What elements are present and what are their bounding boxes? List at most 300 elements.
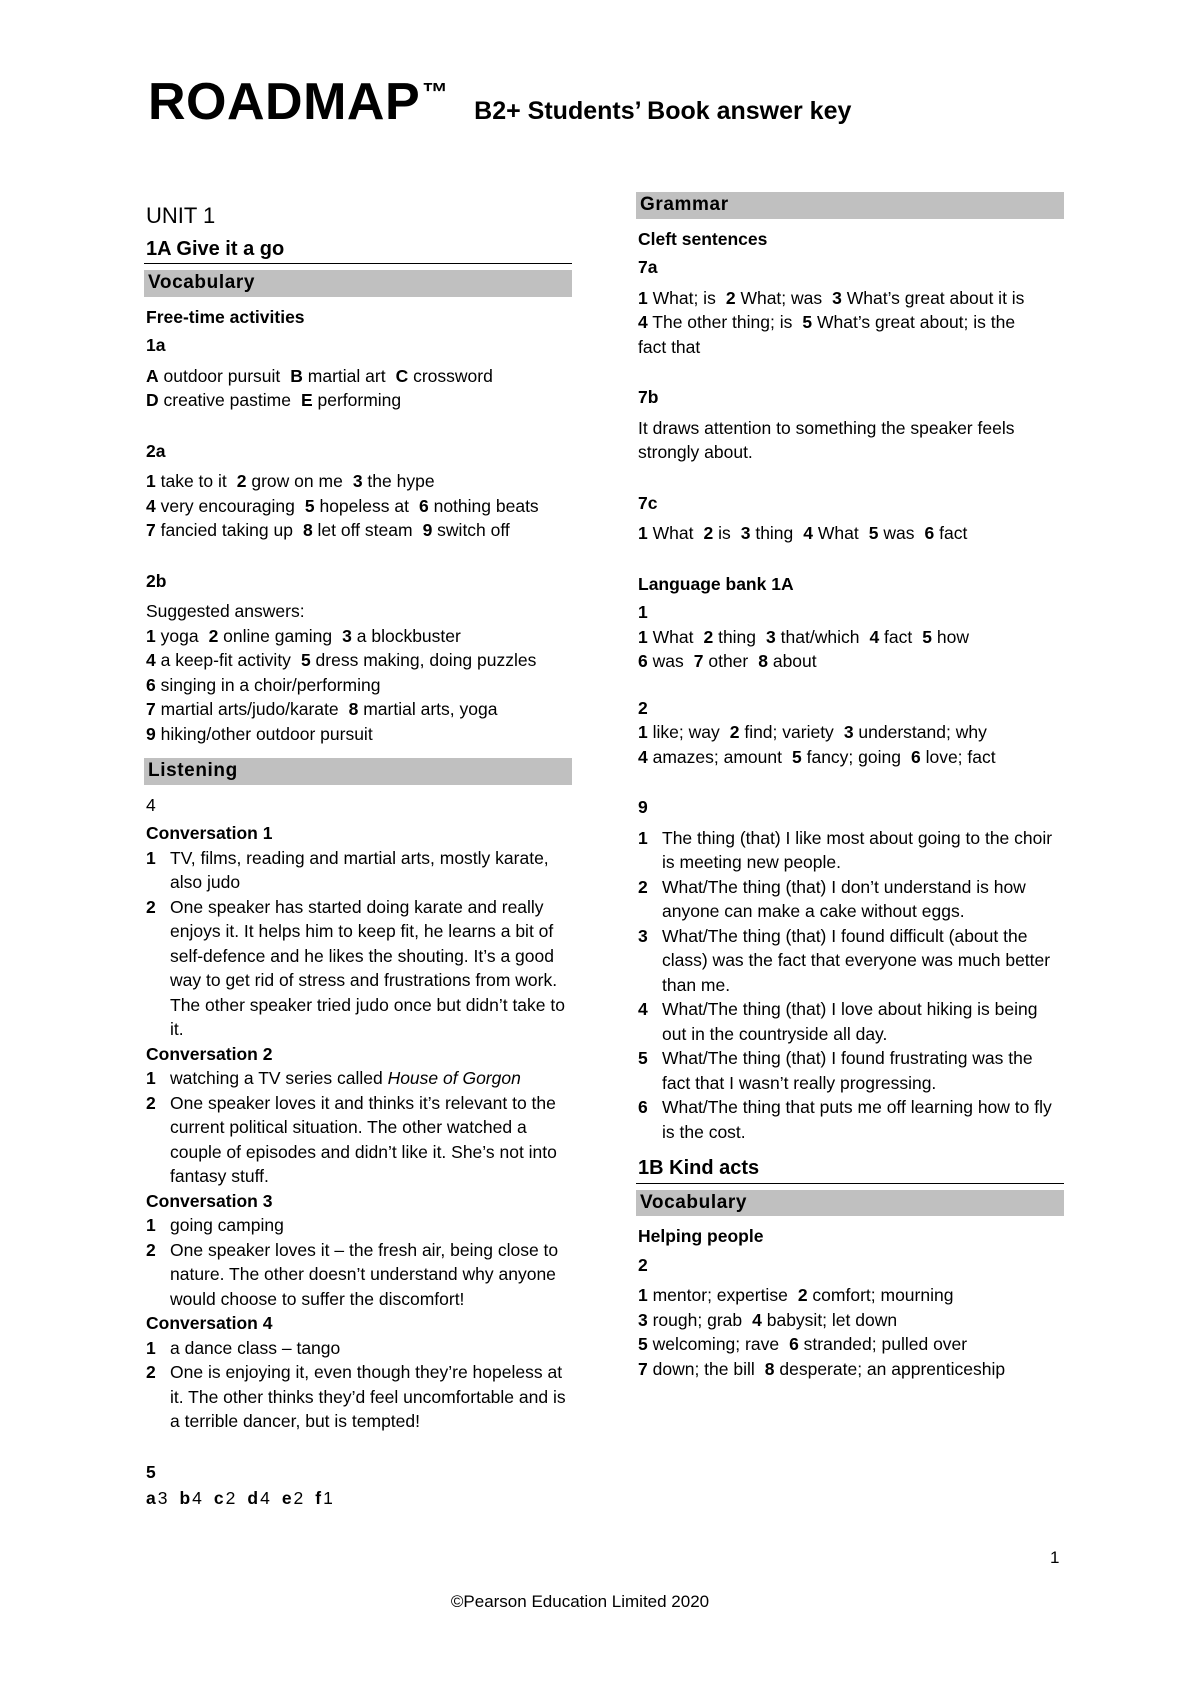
answer-item: [638, 722, 720, 742]
numbered-answer: [146, 846, 572, 895]
lb-answers-1: [636, 625, 1064, 674]
answer-number: 5: [922, 626, 932, 647]
answers-9: [638, 826, 1064, 1145]
answer-number: 5: [638, 1334, 648, 1354]
answer-text: fancy; going: [806, 746, 901, 767]
answer-text: singing in a choir/performing: [160, 674, 381, 695]
answer-item: [146, 626, 199, 646]
answer-number: 9: [422, 520, 433, 540]
exercise-label-9: 9: [638, 797, 648, 817]
answer-number: 7: [146, 699, 156, 719]
conversations-list: [144, 821, 572, 1434]
answer-text: mentor; expertise: [652, 1285, 788, 1305]
answer-text: a keep-fit activity: [160, 650, 291, 670]
answer-text: down; the bill: [652, 1358, 755, 1379]
answer-item: [869, 627, 912, 647]
unit-title: UNIT 1: [146, 203, 216, 228]
answer-number: 8: [764, 1358, 775, 1379]
answer-item: [789, 1334, 967, 1354]
answer-text: TV, films, reading and martial arts, mostly karate, also judo: [170, 847, 549, 892]
answer-number: 3: [352, 471, 363, 491]
answer-text: grow on me: [251, 471, 343, 491]
answer-text: about: [772, 651, 817, 671]
answer-text: very encouraging: [160, 495, 295, 516]
answer-item: [638, 627, 693, 647]
answer-item: [752, 1310, 897, 1330]
answer-text: fancied taking up: [160, 520, 293, 540]
answer-text: crossword: [413, 365, 493, 386]
answer-number: 2: [703, 626, 714, 647]
answer-text: What; was: [740, 287, 823, 308]
answer-number: 1: [146, 625, 156, 646]
answer-number: 6: [418, 495, 429, 516]
numbered-answer: [638, 826, 1064, 875]
numbered-answer: [146, 895, 572, 1042]
answer-item: [766, 627, 859, 647]
answer-text: amazes; amount: [652, 746, 782, 767]
answer-number: B: [290, 365, 303, 386]
vocab-subheading: Free-time activities: [146, 306, 305, 327]
answer-line: [638, 286, 1064, 311]
answer-number: 1: [638, 827, 648, 848]
answer-text: performing: [317, 390, 402, 410]
answer-number: 4: [638, 999, 648, 1019]
exercise-label-7c: 7c: [638, 492, 658, 513]
answer-letter: f: [315, 1488, 324, 1508]
answer-item: [146, 471, 227, 491]
answer-text: 4: [260, 1488, 272, 1508]
page-number: 1: [1050, 1548, 1060, 1567]
answer-line: [146, 648, 572, 673]
answer-text: yoga: [160, 625, 199, 646]
section-bar-listening: Listening: [144, 758, 572, 785]
answer-text: the hype: [367, 471, 435, 491]
section-bar-vocabulary-1b: Vocabulary: [636, 1190, 1064, 1217]
answer-text: is: [718, 523, 731, 543]
answers-2b: [144, 624, 572, 747]
answer-number: 2: [725, 287, 736, 308]
answer-item: [869, 523, 915, 543]
numbered-answer: [638, 1095, 1064, 1144]
answer-number: 1: [638, 722, 648, 742]
numbered-answer: [146, 1336, 572, 1361]
exercise-label-4: 4: [146, 794, 156, 815]
answer-line: [638, 745, 1064, 770]
answers-7a-continuation: fact that: [638, 336, 701, 357]
answer-text: that/which: [780, 626, 860, 647]
section-bar-grammar: Grammar: [636, 192, 1064, 219]
answer-item: [741, 523, 794, 543]
answer-text: What/The thing (that) I found frustrating was the fact that I wasn’t really progressing.: [662, 1048, 1033, 1093]
answer-number: 3: [638, 925, 648, 946]
section-bar-vocabulary: Vocabulary: [144, 270, 572, 297]
answer-number: 1: [146, 471, 156, 491]
answer-number: 7: [638, 1358, 648, 1379]
answer-number: 1: [146, 1215, 156, 1235]
answer-text: watching a TV series called House of Gorgon: [170, 1068, 521, 1088]
answer-item: [396, 366, 493, 386]
answer-number: 8: [302, 520, 313, 540]
numbered-answer: [638, 997, 1064, 1046]
answer-item: [638, 1285, 788, 1305]
answer-text: let off steam: [317, 520, 413, 540]
answer-line: [146, 722, 572, 747]
answer-item: [237, 471, 343, 491]
right-column: [636, 192, 1064, 1381]
answer-line: [638, 1308, 1064, 1333]
answer-number: 3: [766, 626, 776, 647]
answer-item: [922, 627, 969, 647]
answer-item: [730, 722, 834, 742]
answer-7b: It draws attention to something the speaker feels strongly about.: [638, 417, 1015, 462]
answer-letter: c: [213, 1488, 226, 1508]
answers-1a: [144, 364, 572, 413]
answer-text: find; variety: [744, 722, 834, 742]
answer-text: martial art: [307, 365, 386, 386]
answers-7a: [636, 286, 1064, 335]
answer-text: thing: [718, 626, 757, 647]
answer-item: [247, 1488, 271, 1508]
answer-item: [353, 471, 435, 491]
answer-number: 1: [638, 626, 648, 647]
answer-number: 2: [797, 1285, 808, 1305]
numbered-answer: [638, 1046, 1064, 1095]
answer-number: 5: [868, 523, 879, 543]
trademark-symbol: ™: [422, 77, 449, 107]
answer-text: fact: [884, 626, 913, 647]
answer-number: 2: [703, 523, 714, 543]
answer-number: 2: [729, 722, 740, 742]
answer-item: [638, 747, 782, 767]
answer-number: 8: [348, 699, 359, 719]
answer-number: 8: [758, 651, 768, 671]
answer-item: [765, 1359, 1005, 1379]
answer-text: thing: [755, 523, 794, 543]
answer-text: 2: [293, 1488, 306, 1508]
answer-text: nothing beats: [433, 495, 539, 516]
answer-number: 7: [693, 651, 704, 671]
answer-line: [146, 388, 572, 413]
answer-item: [146, 496, 295, 516]
answer-text: switch off: [437, 520, 510, 540]
answer-number: E: [300, 390, 313, 410]
answer-number: 6: [910, 746, 921, 767]
answer-number: 6: [924, 523, 935, 543]
answer-item: [146, 520, 293, 540]
exercise-label-2b: 2b: [146, 570, 167, 591]
conversation-answers: [146, 1336, 572, 1434]
answer-number: A: [146, 365, 159, 386]
answers-2-1b: [636, 1283, 1064, 1381]
lb-label-1: 1: [638, 602, 648, 622]
answer-item: [146, 366, 280, 386]
answer-text: The other thing; is: [652, 312, 793, 332]
answer-text: take to it: [160, 471, 227, 491]
answer-number: 1: [638, 1285, 648, 1305]
answer-line: [638, 720, 1064, 745]
answer-item: [146, 699, 339, 719]
answer-item: [792, 747, 901, 767]
answer-line: [146, 518, 572, 543]
answer-text: 2: [225, 1488, 238, 1508]
answer-text: 3: [157, 1488, 170, 1508]
answer-item: [802, 312, 1015, 332]
answer-number: 5: [802, 312, 813, 332]
answer-text: What; is: [652, 287, 716, 308]
numbered-answer: [638, 924, 1064, 998]
answer-number: 1: [146, 1337, 156, 1358]
answer-number: 2: [146, 1362, 156, 1382]
answer-item: [179, 1488, 203, 1508]
answer-item: [832, 288, 1024, 308]
answer-text: One speaker loves it – the fresh air, being close to nature. The other doesn’t understand why anyone would choose to suffer the discomfort!: [170, 1239, 559, 1309]
answer-line: [638, 1332, 1064, 1357]
answer-text: going camping: [170, 1215, 284, 1235]
answer-item: [638, 312, 792, 332]
answer-text: a dance class – tango: [170, 1337, 341, 1358]
answer-item: [423, 520, 510, 540]
answer-text: babysit; let down: [766, 1309, 898, 1330]
exercise-label-2-1b: 2: [638, 1254, 648, 1275]
exercise-label-7b: 7b: [638, 387, 659, 407]
answer-item: [146, 390, 291, 410]
answer-item: [301, 390, 401, 410]
answer-text: What: [652, 523, 694, 543]
answer-letter: e: [281, 1488, 294, 1508]
answer-line: [146, 494, 572, 519]
answer-number: 4: [752, 1309, 762, 1330]
numbered-answer: [146, 1360, 572, 1434]
lesson-title-1b: 1B Kind acts: [636, 1156, 1064, 1184]
answer-item: [911, 747, 996, 767]
answer-text: What/The thing (that) I found difficult (about the class) was the fact that everyone was much better than me.: [662, 925, 1051, 995]
answer-text: What: [817, 523, 859, 543]
conversation-answers: [146, 846, 572, 1042]
answer-number: 2: [146, 1092, 156, 1113]
answer-text: martial arts, yoga: [363, 699, 498, 719]
answer-text: creative pastime: [163, 390, 291, 410]
answer-number: 2: [208, 625, 219, 646]
conversation-answers: [146, 1066, 572, 1189]
answer-text: desperate; an apprenticeship: [779, 1358, 1006, 1379]
answer-number: 9: [146, 723, 156, 744]
answer-number: 4: [146, 495, 156, 516]
answer-number: 4: [869, 626, 880, 647]
answer-text: was: [652, 651, 684, 671]
answer-number: 4: [638, 312, 648, 332]
left-column: [144, 192, 572, 1511]
answer-number: 5: [300, 650, 311, 670]
answer-text: other: [708, 651, 749, 671]
answer-number: 2: [146, 1239, 156, 1260]
answer-text: What’s great about; is the: [816, 312, 1016, 332]
answer-text: was: [883, 523, 915, 543]
answer-text: understand; why: [858, 722, 987, 742]
answer-item: [694, 651, 749, 671]
answer-item: [209, 626, 333, 646]
answer-number: 2: [236, 471, 247, 491]
answer-line: [638, 649, 1064, 674]
copyright-footer: ©Pearson Education Limited 2020: [450, 1592, 710, 1611]
answer-number: D: [146, 390, 159, 410]
answer-text: welcoming; rave: [652, 1334, 780, 1354]
answer-text: martial arts/judo/karate: [160, 699, 339, 719]
answer-text: 4: [192, 1488, 204, 1508]
answer-number: 4: [638, 746, 648, 767]
answer-item: [758, 651, 816, 671]
answer-item: [303, 520, 413, 540]
answer-line: [146, 364, 572, 389]
answer-number: 1: [146, 1068, 156, 1088]
answer-number: 5: [304, 495, 315, 516]
answer-item: [315, 1488, 335, 1508]
answer-letter: a: [146, 1488, 158, 1508]
exercise-label-7a: 7a: [638, 257, 658, 277]
answer-text: One speaker has started doing karate and really enjoys it. It helps him to keep fit, he learns a bit of self-defence and he likes the shouting. It’s a good way to get rid of stress and frustrations from work. The other speaker tried judo once but didn’t take to it.: [170, 896, 565, 1039]
numbered-answer: [146, 1066, 572, 1091]
answer-item: [214, 1488, 237, 1508]
answers-2a: [144, 469, 572, 543]
answer-item: [290, 366, 385, 386]
answer-item: [638, 1334, 779, 1354]
answer-number: 1: [146, 847, 156, 868]
answer-number: 6: [638, 651, 648, 671]
answer-item: [419, 496, 539, 516]
answer-line: [638, 1357, 1064, 1382]
answer-letter: d: [247, 1488, 261, 1508]
answer-number: 5: [791, 746, 802, 767]
conversation-title: Conversation 3: [146, 1190, 273, 1211]
answer-line: [638, 310, 1064, 335]
answer-item: [146, 650, 291, 670]
answer-item: [305, 496, 409, 516]
grammar-subheading: Cleft sentences: [638, 228, 768, 249]
answer-item: [301, 650, 536, 670]
answer-item: [703, 523, 730, 543]
brand-title: ROADMAP: [148, 73, 421, 131]
answer-item: [146, 1488, 169, 1508]
answer-text: fact: [939, 523, 968, 543]
answer-text: One speaker loves it and thinks it’s relevant to the current political situation. The other watched a couple of episodes and didn’t like it. She’s not into fantasy stuff.: [170, 1092, 557, 1186]
answer-text: online gaming: [223, 625, 333, 646]
answers-5: [146, 1486, 572, 1511]
answer-line: [638, 625, 1064, 650]
answer-text: a blockbuster: [356, 625, 461, 646]
answer-text: 1: [323, 1488, 335, 1508]
answer-number: C: [395, 365, 409, 386]
answer-item: [342, 626, 461, 646]
language-bank-heading: Language bank 1A: [638, 573, 794, 594]
answer-item: [349, 699, 498, 719]
answer-line: [146, 469, 572, 494]
numbered-answer: [638, 875, 1064, 924]
answer-text: love; fact: [925, 746, 996, 767]
answer-line: [638, 521, 1064, 546]
answer-line: [146, 697, 572, 722]
answer-text: outdoor pursuit: [163, 365, 281, 386]
answer-title-italic: House of Gorgon: [387, 1068, 521, 1088]
answer-line: [146, 624, 572, 649]
answer-item: [282, 1488, 305, 1508]
answer-item: [638, 1310, 742, 1330]
answer-text: What/The thing (that) I don’t understand is how anyone can make a cake without eggs.: [662, 876, 1026, 921]
answer-item: [638, 523, 693, 543]
answer-number: 3: [740, 523, 751, 543]
answer-line: [638, 1283, 1064, 1308]
answer-text: like; way: [652, 722, 720, 742]
answer-number: 5: [638, 1048, 648, 1068]
answer-item: [703, 627, 756, 647]
answer-number: 1: [638, 287, 648, 308]
conversation-title: Conversation 4: [146, 1313, 273, 1333]
conversation-title: Conversation 2: [146, 1043, 273, 1064]
numbered-answer: [146, 1238, 572, 1312]
answer-number: 3: [638, 1309, 648, 1330]
exercise-label-5: 5: [146, 1461, 156, 1482]
answer-item: [844, 722, 987, 742]
vocab-subheading-1b: Helping people: [638, 1226, 764, 1246]
answer-number: 3: [832, 287, 842, 308]
answer-text: stranded; pulled over: [803, 1334, 968, 1354]
answer-text: What/The thing (that) I love about hiking is being out in the countryside all day.: [662, 999, 1038, 1044]
conversation-answers: [146, 1213, 572, 1311]
document-header: [148, 72, 851, 132]
answer-text: The thing (that) I like most about going to the choir is meeting new people.: [662, 827, 1053, 872]
lb-answers-2: [636, 720, 1064, 769]
answer-number: 3: [843, 722, 854, 742]
conversation-title: Conversation 1: [146, 823, 273, 843]
answer-text: What: [652, 626, 694, 647]
document-subtitle: B2+ Students’ Book answer key: [474, 97, 852, 125]
answer-number: 6: [146, 674, 156, 695]
answer-number: 2: [146, 896, 156, 917]
answer-text: What/The thing that puts me off learning how to fly is the cost.: [662, 1097, 1052, 1142]
answer-item: [146, 724, 373, 744]
answer-number: 4: [803, 523, 814, 543]
answers-2b-intro: Suggested answers:: [146, 601, 305, 621]
answer-number: 2: [638, 876, 648, 897]
answer-number: 6: [789, 1334, 799, 1354]
answer-text: rough; grab: [652, 1309, 743, 1330]
answer-text: What’s great about it is: [846, 287, 1025, 308]
answer-item: [924, 523, 967, 543]
answer-text: dress making, doing puzzles: [315, 650, 537, 670]
numbered-answer: [146, 1091, 572, 1189]
answer-text: One is enjoying it, even though they’re hopeless at it. The other thinks they’d feel uncomfortable and is a terrible dancer, but is tempted!: [170, 1362, 566, 1431]
answer-text: comfort; mourning: [812, 1285, 954, 1305]
lesson-title-1a: 1A Give it a go: [144, 237, 572, 265]
answer-text: how: [936, 626, 969, 647]
answer-number: 1: [638, 523, 648, 543]
answer-item: [638, 288, 716, 308]
answer-letter: b: [179, 1488, 193, 1508]
answer-number: 7: [146, 520, 156, 540]
answer-line: [146, 673, 572, 698]
lb-label-2: 2: [638, 697, 648, 718]
answer-item: [638, 651, 684, 671]
answer-item: [146, 675, 380, 695]
answer-number: 6: [638, 1097, 648, 1117]
answer-item: [803, 523, 858, 543]
answer-number: 3: [342, 625, 352, 646]
answer-text: hiking/other outdoor pursuit: [160, 723, 373, 744]
answer-item: [798, 1285, 954, 1305]
answers-7c: [636, 521, 1064, 546]
answer-number: 4: [146, 650, 156, 670]
answer-item: [638, 1359, 755, 1379]
numbered-answer: [146, 1213, 572, 1238]
answer-text: hopeless at: [319, 495, 409, 516]
